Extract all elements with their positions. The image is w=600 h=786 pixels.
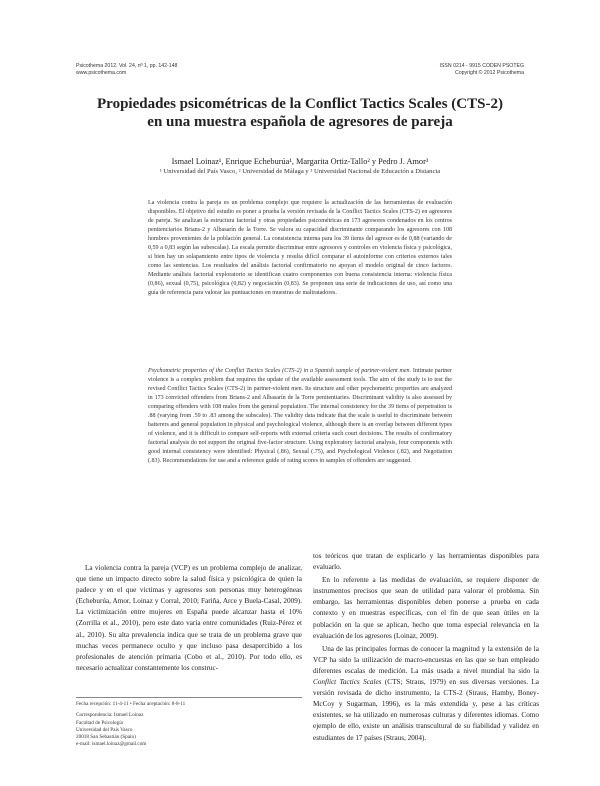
abstract-english-title: Psychometric properties of the Conflict Tactics Scales (CTS-2) in a Spanish sample of partner-violent men. (148, 368, 412, 374)
title-line-1: Propiedades psicométricas de la Conflict Tactics Scales (CTS-2) (97, 96, 503, 112)
journal-citation: Psicothema 2012. Vol. 24, nº 1, pp. 142-148 (76, 63, 178, 69)
body-text: (CTS; Straus, 1979) en sus diversas versiones. La versión revisada de dicho instrumento, la CTS-2 (Straus, Hamby, Boney-McCoy y Sugarman, 1996), es la más extendida y, pese a las críticas existentes, se ha utilizado en numerosas culturas y diferentes idiomas. Como ejemplo de ello, existe un análisis transcultural de su fiabilidad y validez en estudiantes de 17 países (Straus, 2004). (313, 678, 539, 742)
correspondence-author: Correspondencia: Ismael Loinaz (76, 712, 144, 719)
running-header-left (76, 63, 177, 77)
body-paragraph-continued: tos teóricos que tratan de explicarlo y las herramientas disponibles para evaluarlo. (313, 552, 539, 572)
abstract-english (148, 367, 452, 466)
footnotes (76, 701, 302, 749)
body-paragraph (313, 644, 539, 744)
journal-website: www.psicothema.com (76, 70, 127, 76)
body-paragraph: La violencia contra la pareja (VCP) es un problema complejo de analizar, que tiene un impacto directo sobre la salud física y psicológica de quien la padece y en el que víctimas y agresores son personas muy heterogéneas (Echeburúa, Amor, Loinaz y Corral, 2010; Fariña, Arce y Buela-Casal, 2009). La victimización entre mujeres en España puede alcanzar hasta el 10% (Zorrilla et al., 2010), pero este dato varía entre comunidades (Ruiz-Pérez et al., 2010). Su alta prevalencia indica que se trata de un problema grave que muchas veces permanece oculto y que incluso pasa desapercibido a los profesionales de atención primaria (Cobo et al., 2010). Por todo ello, es necesario actualizar constantemente los construc- (76, 564, 302, 672)
correspondence-email: e-mail: ismael.loinaz@gmail.com (76, 741, 147, 748)
correspondence-university: Universidad del País Vasco (76, 726, 133, 733)
correspondence-faculty: Facultad de Psicología (76, 719, 123, 726)
correspondence-city: 20018 San Sebastián (Spain) (76, 734, 136, 741)
article-title (60, 95, 540, 131)
authors: Ismael Loinaz¹, Enrique Echeburúa¹, Margarita Ortiz-Tallo² y Pedro J. Amor³ (171, 157, 429, 166)
running-header-right (440, 63, 524, 77)
footnote-rule (76, 697, 302, 698)
journal-issn: ISSN 0214 - 9915 CODEN PSOTEG (439, 63, 524, 69)
body-column-left (76, 563, 302, 674)
title-line-2: en una muestra española de agresores de pareja (147, 114, 453, 130)
affiliations: ¹ Universidad del País Vasco, ² Universidad de Málaga y ³ Universidad Nacional de Educación a Distancia (159, 168, 441, 175)
abstract-english-body: Intimate partner violence is a complex problem that requires the update of the available assessment tools. The aim of the study is to test the revised Conflict Tactics Scales (CTS-2) in partner-violent men. Its structure and other psychometric properties are analyzed in 173 convicted offenders from Brians-2 and Albasarín de la Torre penitentiaries. Discriminant validity is also assessed by comparing offenders with 108 males from the general population. The internal consistency for the 39 items of perpetration is .88 (varying from .59 to .83 among the subscales). The validity data indicate that the scale is useful to discriminate between batterers and general population in physical and psychological violence, although there is an overlap between different types of violence, and it is difficult to compare self-reports with external criteria such court decisions. The results of confirmatory factorial analysis do not support the original five-factor structure. Using exploratory factorial analysis, four components with good internal consistency were identified: Physical (.86), Sexual (.75), and Psychological Violence (.82), and Negotiation (.83). Recommendations for use and a reference guide of rating scores in samples of offenders are suggested. (148, 368, 453, 464)
scale-name-italic: Conflict Tactics Scales (313, 678, 382, 687)
received-accepted-dates: Fecha recepción: 11-4-11 • Fecha aceptación: 8-8-11 (76, 701, 186, 707)
body-column-right (313, 551, 539, 744)
body-text: Una de las principales formas de conocer la magnitud y la extensión de la VCP ha sido la utilización de macro-encuestas en las que se han empleado diferentes escalas de medición. La más usada a nivel mundial ha sido la (313, 644, 539, 675)
body-paragraph: En lo referente a las medidas de evaluación, se requiere disponer de instrumentos precisos que sean de utilidad para valorar el problema. Sin embargo, las herramientas disponibles deben ponerse a prueba en cada contexto y en muestras específicas, con el fin de que sean útiles en la población en la que se aplican, hecho que toma especial relevancia en la evaluación de los agresores (Loinaz, 2009). (313, 576, 539, 640)
abstract-spanish: La violencia contra la pareja es un problema complejo que requiere la actualización de las herramientas de evaluación disponibles. El objetivo del estudio es poner a prueba la versión revisada de la Conflict Tactics Scales (CTS-2) en agresores de pareja. Se analizan la estructura factorial y otras propiedades psicométricas en 173 agresores condenados en los centros penitenciarios Brians-2 y Albasarín de la Torre. Se valora su capacidad discriminante comparando los agresores con 108 hombres provenientes de la población general. La consistencia interna para los 39 ítems del agresor es de 0,88 (variando de 0,59 a 0,83 según las subescalas). La escala permite discriminar entre agresores y controles en violencia física y psicológica, si bien hay un solapamiento entre tipos de violencia y resulta difícil comparar el autoinforme con criterios externos tales como las sentencias. Los resultados del análisis factorial confirmatorio no apoyan el modelo original de cinco factores. Mediante análisis factorial exploratorio se identifican cuatro componentes con buena consistencia interna: violencia física (0,86), sexual (0,75), psicológica (0,82) y negociación (0,83). Se proponen una serie de indicaciones de uso, así como una guía de referencia para valorar las puntuaciones en muestras de maltratadores. (148, 200, 452, 296)
journal-copyright: Copyright © 2012 Psicothema (455, 70, 524, 76)
